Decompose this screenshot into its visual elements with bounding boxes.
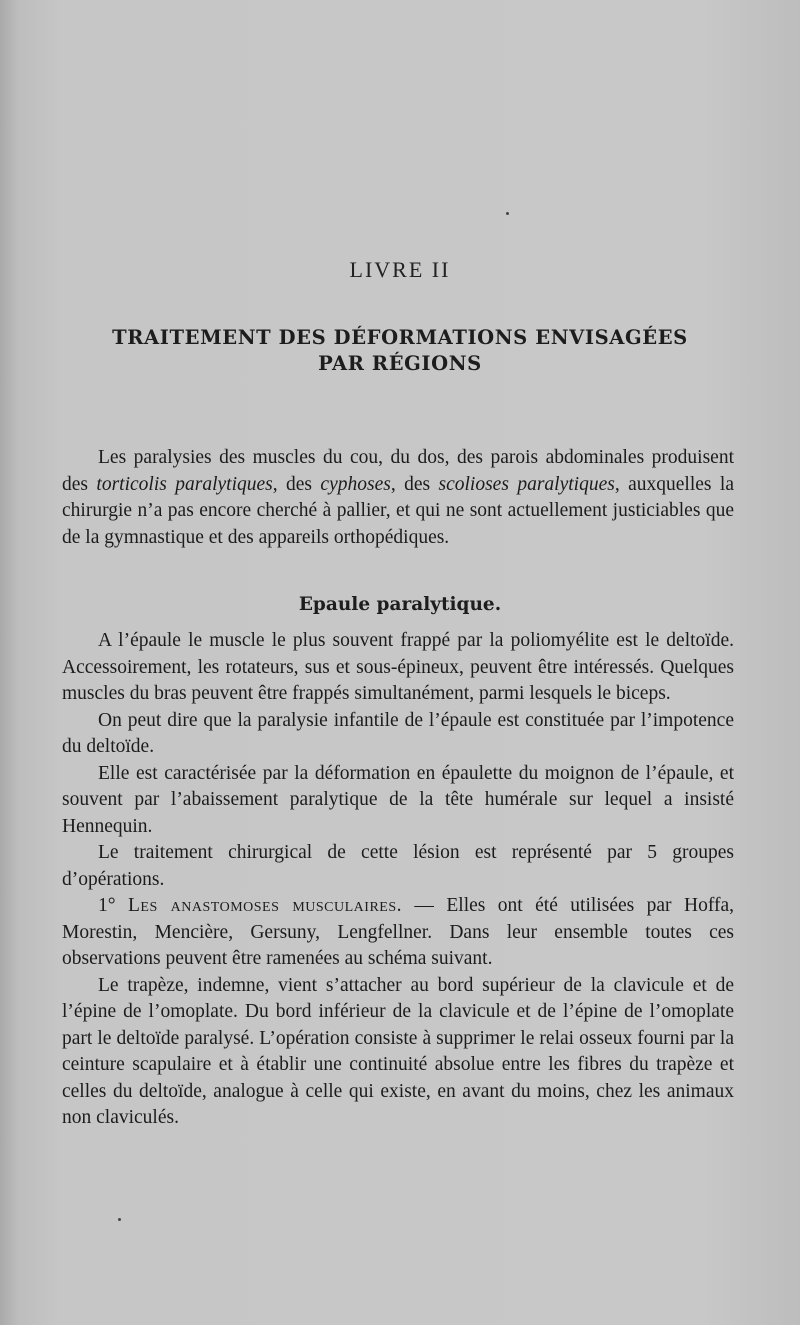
paragraph: Le traitement chirurgical de cette lésion est représenté par 5 groupes d’opérations. — [62, 842, 734, 890]
intro-paragraph — [62, 445, 734, 551]
item-number: 1° — [98, 895, 116, 916]
paragraph — [62, 893, 734, 973]
intro-text: , des — [390, 473, 439, 495]
paragraph: On peut dire que la paralysie infantile de l’épaule est constituée par l’impotence du deltoïde. — [62, 709, 734, 757]
intro-text: , auxquelles la chirurgie n’a pas encore cherché à pallier, et qui ne sont actuellement justiciables que de la gymnastique et des appareils orthopédiques. — [62, 473, 734, 548]
section-title-line-1: TRAITEMENT DES DÉFORMATIONS ENVISAGÉES — [112, 326, 688, 349]
subheading: Epaule paralytique. — [298, 594, 502, 615]
intro-italic-term: cyphoses — [320, 473, 391, 495]
intro-italic-term: scolioses paralytiques — [438, 473, 615, 495]
book-title: LIVRE II — [349, 257, 451, 282]
item-heading: Les anastomoses musculaires. — [128, 895, 402, 916]
paragraph: A l’épaule le muscle le plus souvent frappé par la poliomyélite est le deltoïde. Accessoirement, les rotateurs, sus et sous-épineux, peuvent être intéressés. Quelques muscles du bras peuvent être frappés simultanément, parmi lesquels le biceps. — [62, 630, 734, 704]
intro-text: Les paralysies des muscles du cou, du dos, des parois abdominales produisent des — [62, 447, 734, 495]
print-speck — [506, 212, 509, 215]
intro-text: , des — [272, 473, 321, 495]
paragraph: Le trapèze, indemne, vient s’attacher au bord supérieur de la clavicule et de l’épine de l’omoplate. Du bord inférieur de la clavicule et de l’épine de l’omoplate part le deltoïde paralysé. L’opération consiste à supprimer le relai osseux fourni par la ceinture scapulaire et à établir une continuité absolue entre les fibres du trapèze et celles du deltoïde, analogue à celle qui existe, en avant du moins, chez les animaux non claviculés. — [62, 974, 734, 1128]
paragraph: Elle est caractérisée par la déformation en épaulette du moignon de l’épaule, et souvent par l’abaissement paralytique de la tête humérale sur lequel a insisté Hennequin. — [62, 762, 734, 837]
section-title-line-2: PAR RÉGIONS — [318, 352, 482, 375]
print-speck — [118, 1218, 121, 1221]
intro-italic-term: torticolis paralytiques — [96, 473, 273, 495]
body-text — [62, 628, 734, 1132]
item-text: — Elles ont été utilisées par Hoffa, Morestin, Mencière, Gersuny, Lengfellner. Dans leur ensemble toutes ces observations peuvent être ramenées au schéma suivant. — [62, 895, 734, 969]
section-title — [60, 325, 740, 377]
